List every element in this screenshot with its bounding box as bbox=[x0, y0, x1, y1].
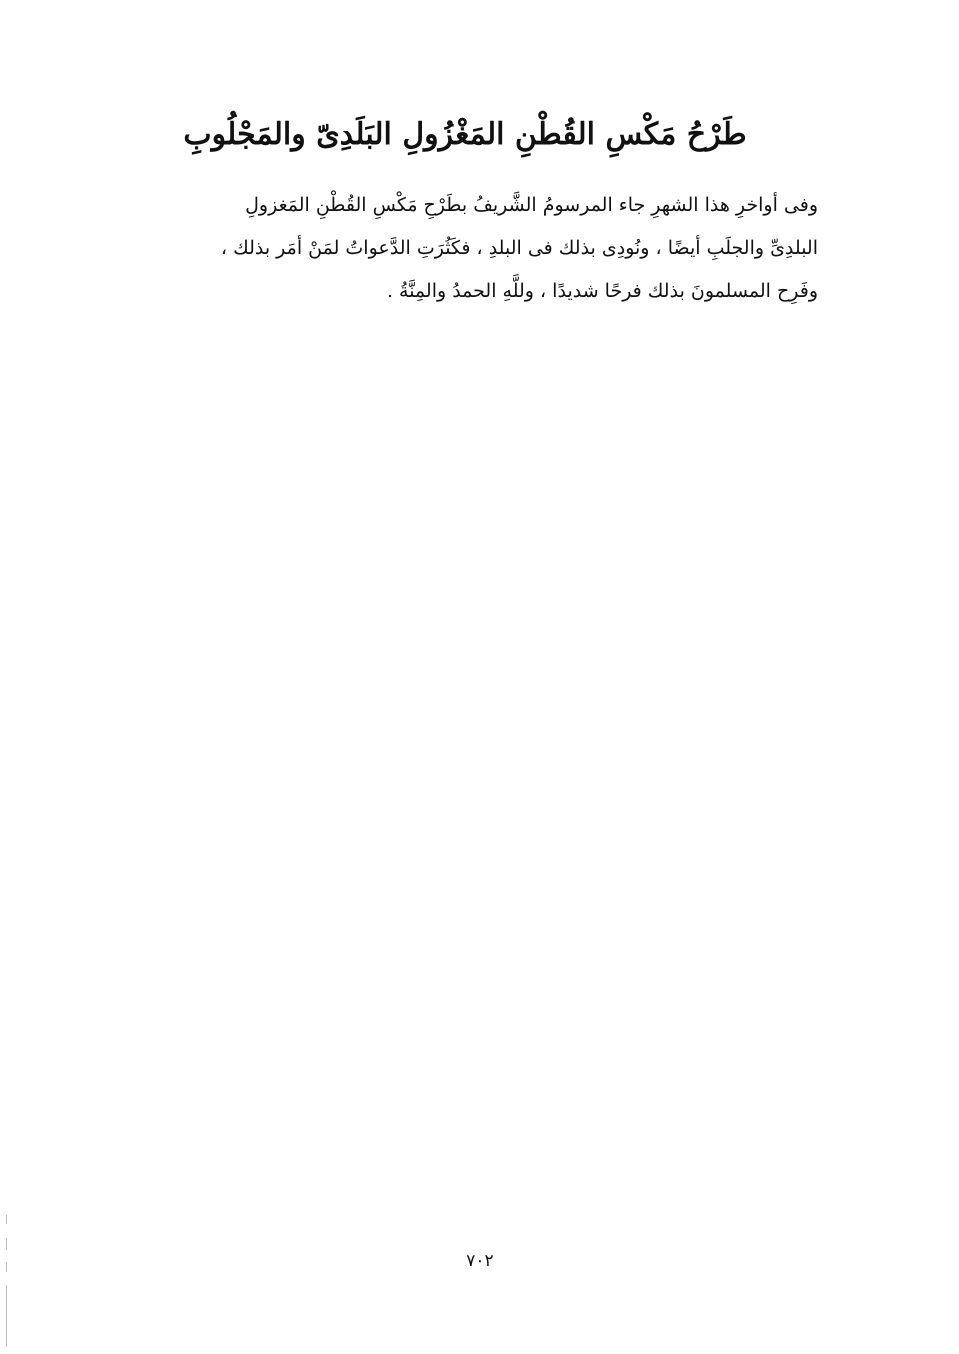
body-paragraph bbox=[100, 184, 818, 313]
paragraph-line-3: وفَرِح المسلمونَ بذلك فرحًا شديدًا ، وللَّهِ الحمدُ والمِنَّةُ . bbox=[386, 280, 818, 302]
scan-edge-mark bbox=[6, 1238, 7, 1250]
page-number: ٧٠٢ bbox=[466, 1251, 494, 1271]
page-title: طَرْحُ مَكْسِ القُطْنِ المَغْزُولِ البَلَدِىّ والمَجْلُوبِ bbox=[183, 117, 747, 153]
scan-edge-mark bbox=[6, 1262, 7, 1272]
paragraph-line-1: وفى أواخرِ هذا الشهرِ جاء المرسومُ الشَّريفُ بطَرْحِ مَكْسِ القُطْنِ المَغزولِ bbox=[245, 194, 818, 216]
scan-edge-mark bbox=[6, 1285, 7, 1347]
scan-edge-mark bbox=[6, 1215, 7, 1224]
paragraph-line-2: البلدِىِّ والجلَبِ أيضًا ، ونُودِى بذلك فى البلدِ ، فكَثُرَتِ الدَّعواتُ لمَنْ أمَر بذلك ، bbox=[220, 237, 818, 259]
